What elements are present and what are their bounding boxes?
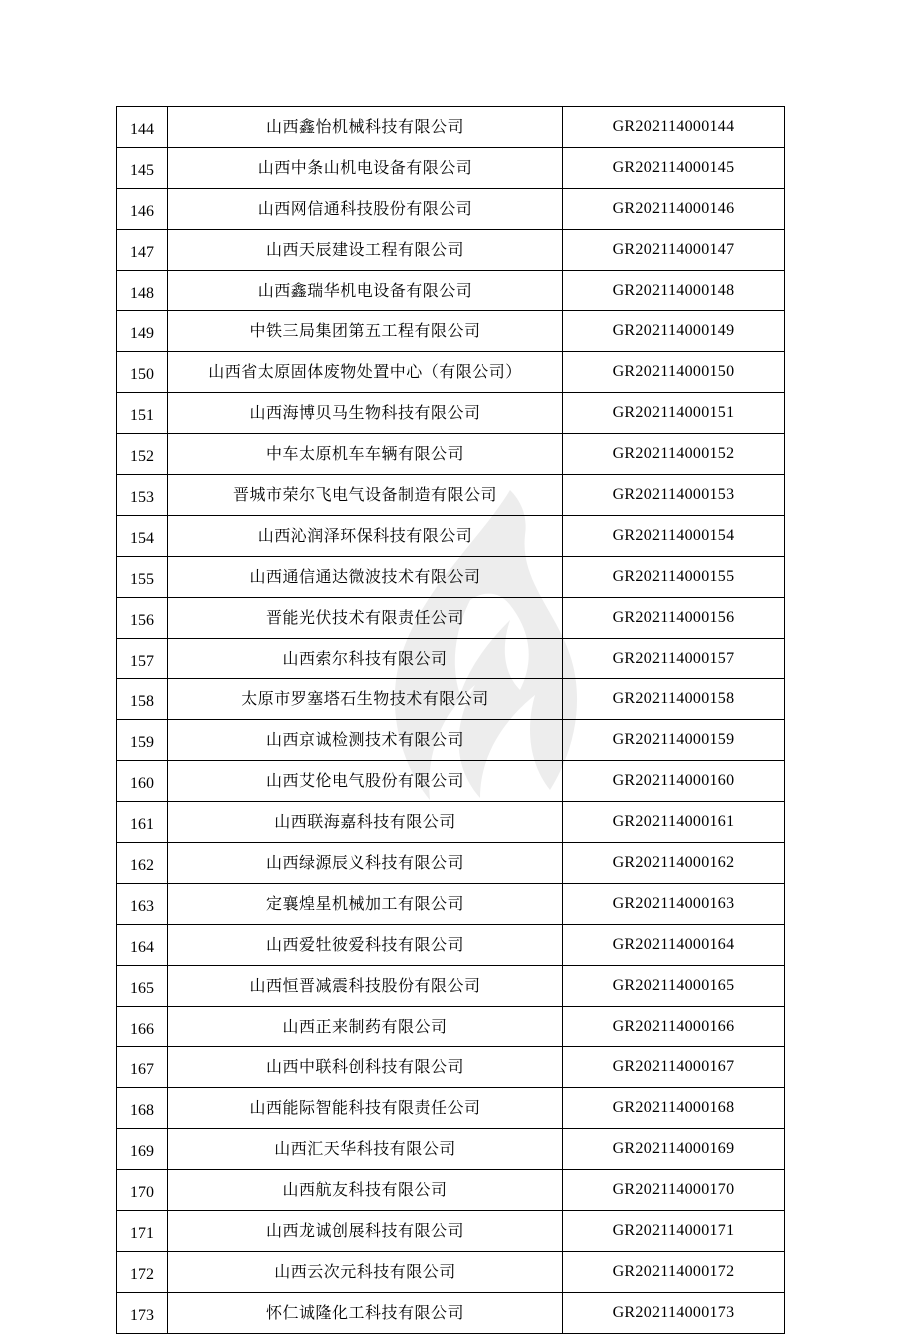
certificate-number: GR202114000164 xyxy=(563,924,785,965)
table-row xyxy=(117,393,785,434)
row-number: 149 xyxy=(117,311,168,352)
certificate-number: GR202114000170 xyxy=(563,1170,785,1211)
certificate-number: GR202114000158 xyxy=(563,679,785,720)
certificate-number: GR202114000167 xyxy=(563,1047,785,1088)
company-name: 晋城市荣尔飞电气设备制造有限公司 xyxy=(168,475,563,516)
certificate-number: GR202114000151 xyxy=(563,393,785,434)
company-name: 山西索尔科技有限公司 xyxy=(168,638,563,679)
row-number: 151 xyxy=(117,393,168,434)
table-row xyxy=(117,1088,785,1129)
company-name: 山西恒晋减震科技股份有限公司 xyxy=(168,965,563,1006)
company-name: 晋能光伏技术有限责任公司 xyxy=(168,597,563,638)
certificate-number: GR202114000160 xyxy=(563,761,785,802)
certificate-number: GR202114000171 xyxy=(563,1211,785,1252)
row-number: 169 xyxy=(117,1129,168,1170)
certificate-number: GR202114000148 xyxy=(563,270,785,311)
table-row xyxy=(117,802,785,843)
table-row xyxy=(117,1006,785,1047)
table-row xyxy=(117,515,785,556)
company-name: 山西海博贝马生物科技有限公司 xyxy=(168,393,563,434)
company-name: 山西正来制药有限公司 xyxy=(168,1006,563,1047)
table-row xyxy=(117,883,785,924)
certificate-number: GR202114000166 xyxy=(563,1006,785,1047)
row-number: 160 xyxy=(117,761,168,802)
table-row xyxy=(117,843,785,884)
table-row xyxy=(117,352,785,393)
row-number: 166 xyxy=(117,1006,168,1047)
certificate-number: GR202114000155 xyxy=(563,556,785,597)
row-number: 173 xyxy=(117,1292,168,1333)
table-row xyxy=(117,147,785,188)
table-row xyxy=(117,679,785,720)
company-name: 山西云次元科技有限公司 xyxy=(168,1251,563,1292)
table-row xyxy=(117,761,785,802)
row-number: 164 xyxy=(117,924,168,965)
table-row xyxy=(117,1129,785,1170)
row-number: 158 xyxy=(117,679,168,720)
table-row xyxy=(117,311,785,352)
company-name: 山西京诚检测技术有限公司 xyxy=(168,720,563,761)
table-row xyxy=(117,965,785,1006)
company-name: 山西航友科技有限公司 xyxy=(168,1170,563,1211)
certificate-number: GR202114000156 xyxy=(563,597,785,638)
row-number: 145 xyxy=(117,147,168,188)
row-number: 152 xyxy=(117,434,168,475)
certificate-number: GR202114000152 xyxy=(563,434,785,475)
certificate-number: GR202114000145 xyxy=(563,147,785,188)
row-number: 172 xyxy=(117,1251,168,1292)
row-number: 171 xyxy=(117,1211,168,1252)
table-body xyxy=(117,107,785,1334)
company-name: 山西网信通科技股份有限公司 xyxy=(168,188,563,229)
certificate-number: GR202114000168 xyxy=(563,1088,785,1129)
certificate-number: GR202114000162 xyxy=(563,843,785,884)
company-name: 中车太原机车车辆有限公司 xyxy=(168,434,563,475)
row-number: 165 xyxy=(117,965,168,1006)
certificate-number: GR202114000150 xyxy=(563,352,785,393)
table-row xyxy=(117,229,785,270)
row-number: 162 xyxy=(117,843,168,884)
certificate-number: GR202114000154 xyxy=(563,515,785,556)
table-row xyxy=(117,188,785,229)
row-number: 157 xyxy=(117,638,168,679)
company-name: 山西能际智能科技有限责任公司 xyxy=(168,1088,563,1129)
certificate-number: GR202114000159 xyxy=(563,720,785,761)
company-name: 山西中联科创科技有限公司 xyxy=(168,1047,563,1088)
certificate-number: GR202114000157 xyxy=(563,638,785,679)
table-row xyxy=(117,1251,785,1292)
company-name: 山西天辰建设工程有限公司 xyxy=(168,229,563,270)
row-number: 155 xyxy=(117,556,168,597)
table-row xyxy=(117,434,785,475)
table-row xyxy=(117,597,785,638)
company-name: 太原市罗塞塔石生物技术有限公司 xyxy=(168,679,563,720)
row-number: 154 xyxy=(117,515,168,556)
company-name: 定襄煌星机械加工有限公司 xyxy=(168,883,563,924)
row-number: 168 xyxy=(117,1088,168,1129)
table-row xyxy=(117,1292,785,1333)
row-number: 150 xyxy=(117,352,168,393)
table-row xyxy=(117,1170,785,1211)
certificate-number: GR202114000146 xyxy=(563,188,785,229)
row-number: 147 xyxy=(117,229,168,270)
company-name: 山西汇天华科技有限公司 xyxy=(168,1129,563,1170)
certificate-number: GR202114000169 xyxy=(563,1129,785,1170)
company-name: 山西鑫瑞华机电设备有限公司 xyxy=(168,270,563,311)
certificate-number: GR202114000165 xyxy=(563,965,785,1006)
certificate-table xyxy=(116,106,785,1334)
table-row xyxy=(117,107,785,148)
company-name: 山西沁润泽环保科技有限公司 xyxy=(168,515,563,556)
company-name: 山西鑫怡机械科技有限公司 xyxy=(168,107,563,148)
company-name: 山西联海嘉科技有限公司 xyxy=(168,802,563,843)
certificate-number: GR202114000173 xyxy=(563,1292,785,1333)
certificate-number: GR202114000147 xyxy=(563,229,785,270)
company-name: 山西爱牡彼爱科技有限公司 xyxy=(168,924,563,965)
company-name: 山西龙诚创展科技有限公司 xyxy=(168,1211,563,1252)
row-number: 163 xyxy=(117,883,168,924)
row-number: 159 xyxy=(117,720,168,761)
table-row xyxy=(117,1211,785,1252)
table-row xyxy=(117,638,785,679)
company-name: 怀仁诚隆化工科技有限公司 xyxy=(168,1292,563,1333)
row-number: 144 xyxy=(117,107,168,148)
table-row xyxy=(117,1047,785,1088)
row-number: 161 xyxy=(117,802,168,843)
certificate-number: GR202114000144 xyxy=(563,107,785,148)
certificate-number: GR202114000153 xyxy=(563,475,785,516)
row-number: 153 xyxy=(117,475,168,516)
table-row xyxy=(117,924,785,965)
table-row xyxy=(117,475,785,516)
row-number: 167 xyxy=(117,1047,168,1088)
table-row xyxy=(117,556,785,597)
certificate-number: GR202114000172 xyxy=(563,1251,785,1292)
company-name: 中铁三局集团第五工程有限公司 xyxy=(168,311,563,352)
row-number: 146 xyxy=(117,188,168,229)
table-row xyxy=(117,270,785,311)
company-name: 山西绿源辰义科技有限公司 xyxy=(168,843,563,884)
row-number: 170 xyxy=(117,1170,168,1211)
company-name: 山西省太原固体废物处置中心（有限公司） xyxy=(168,352,563,393)
row-number: 156 xyxy=(117,597,168,638)
company-name: 山西中条山机电设备有限公司 xyxy=(168,147,563,188)
certificate-number: GR202114000163 xyxy=(563,883,785,924)
company-name: 山西艾伦电气股份有限公司 xyxy=(168,761,563,802)
row-number: 148 xyxy=(117,270,168,311)
table-row xyxy=(117,720,785,761)
certificate-number: GR202114000161 xyxy=(563,802,785,843)
company-name: 山西通信通达微波技术有限公司 xyxy=(168,556,563,597)
certificate-number: GR202114000149 xyxy=(563,311,785,352)
